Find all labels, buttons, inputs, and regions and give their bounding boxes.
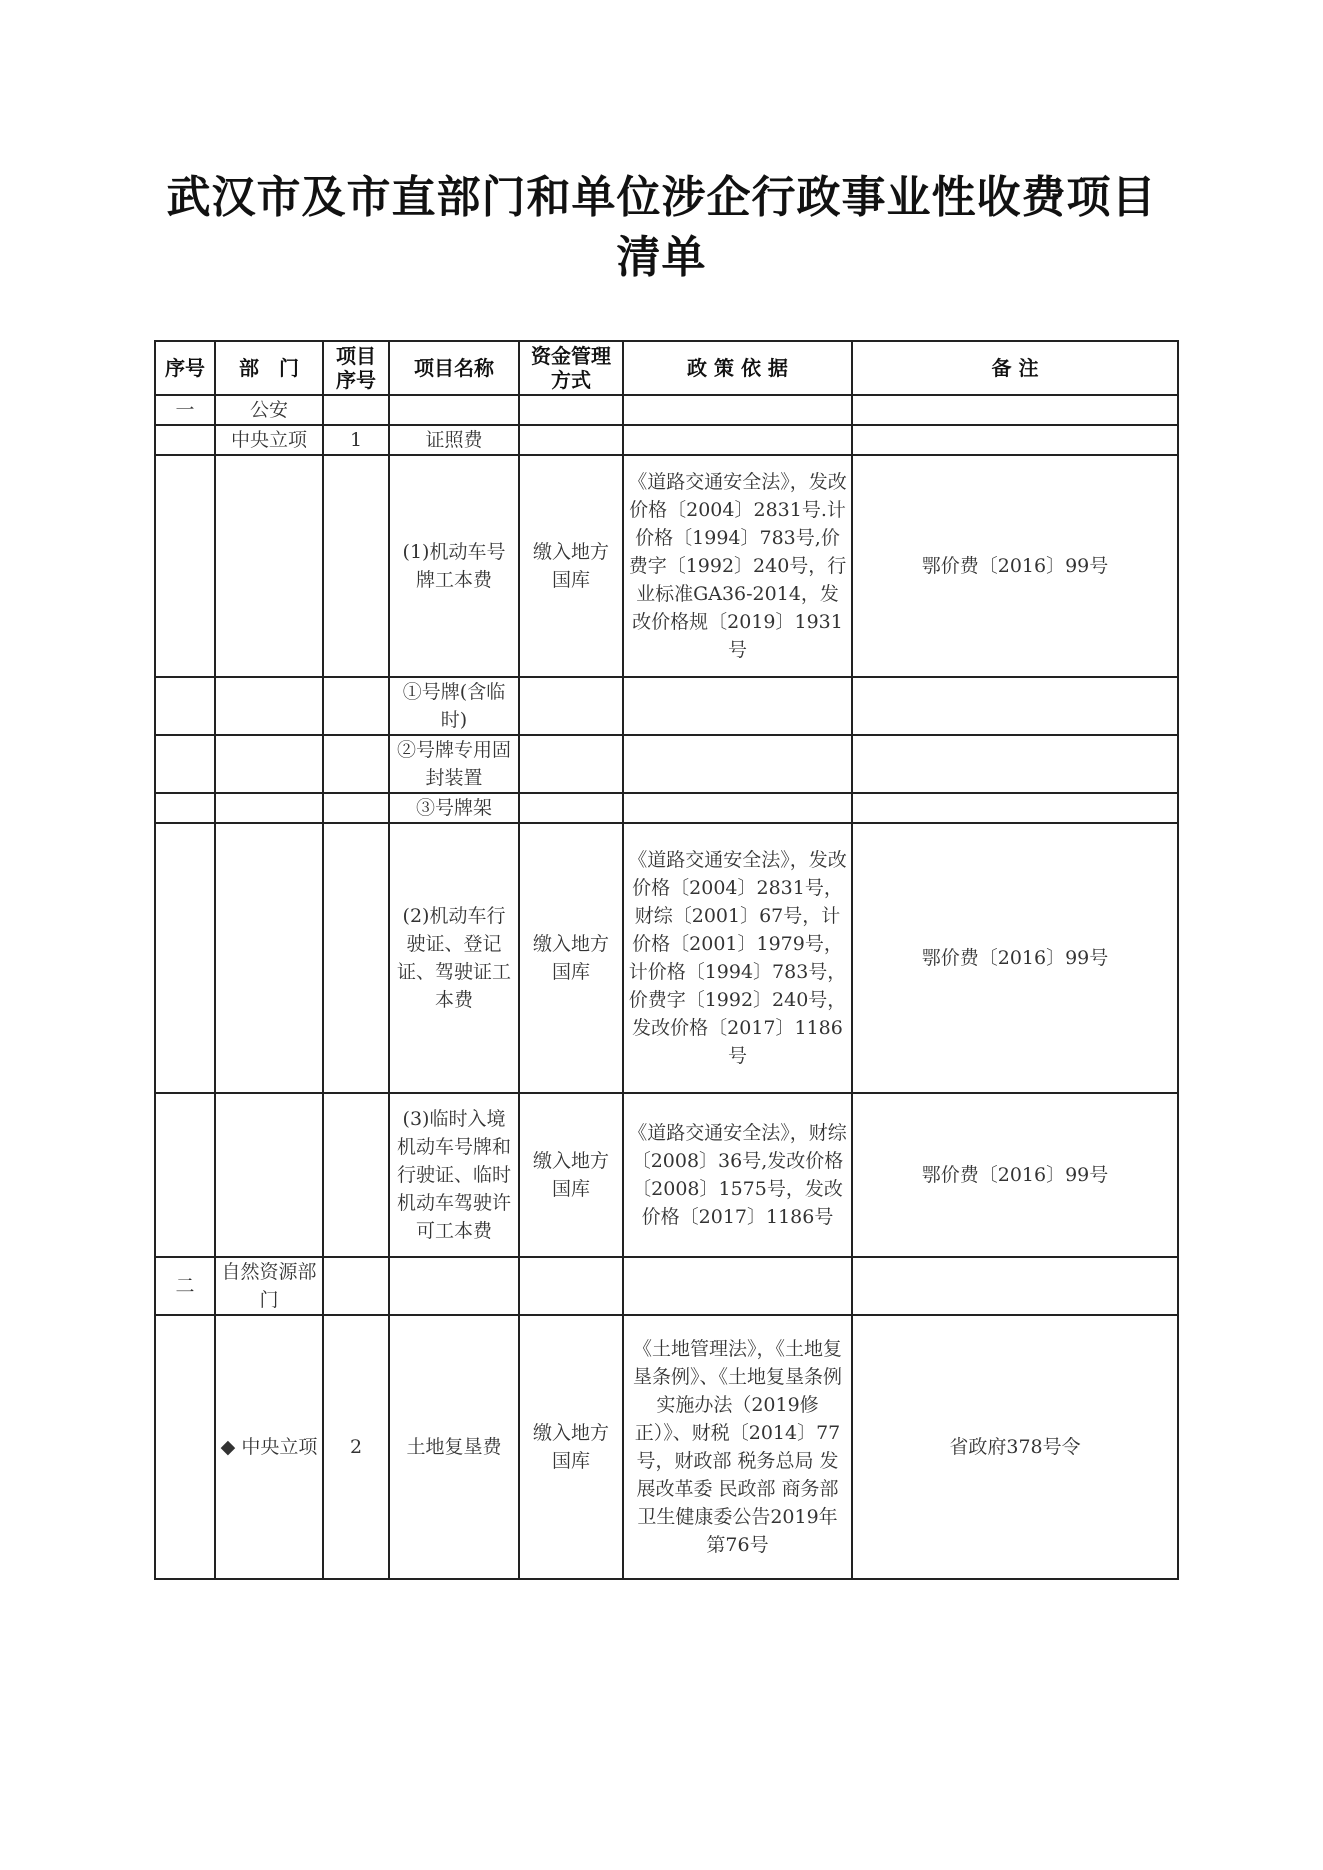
header-seq: 序号: [155, 341, 215, 395]
cell-dept: [215, 793, 323, 823]
cell-remarks: [852, 735, 1178, 793]
header-item-name: 项目名称: [389, 341, 519, 395]
cell-seq: [155, 1315, 215, 1579]
cell-seq: [155, 735, 215, 793]
cell-fund-mgmt: [519, 425, 623, 455]
header-remarks: 备 注: [852, 341, 1178, 395]
cell-seq: [155, 823, 215, 1093]
cell-fund-mgmt: 缴入地方国库: [519, 1093, 623, 1257]
header-item-no: 项目序号: [323, 341, 389, 395]
cell-policy-basis: 《道路交通安全法》，发改价格〔2004〕2831号.计价格〔1994〕783号,价费字〔1992〕240号，行业标准GA36-2014，发改价格规〔2019〕1931号: [623, 455, 852, 677]
cell-item-name: 证照费: [389, 425, 519, 455]
cell-seq: [155, 1093, 215, 1257]
header-dept: 部 门: [215, 341, 323, 395]
cell-remarks: [852, 395, 1178, 425]
cell-policy-basis: [623, 425, 852, 455]
cell-remarks: [852, 793, 1178, 823]
cell-item-name: (2)机动车行驶证、登记证、驾驶证工本费: [389, 823, 519, 1093]
cell-fund-mgmt: [519, 1257, 623, 1315]
cell-item-no: [323, 677, 389, 735]
cell-fund-mgmt: [519, 395, 623, 425]
cell-item-no: [323, 1257, 389, 1315]
cell-policy-basis: [623, 793, 852, 823]
cell-fund-mgmt: [519, 793, 623, 823]
table-row: [155, 425, 1178, 455]
cell-dept: 公安: [215, 395, 323, 425]
header-fund-mgmt: 资金管理方式: [519, 341, 623, 395]
cell-seq: [155, 455, 215, 677]
fee-items-table: [154, 340, 1179, 1580]
table-row: [155, 823, 1178, 1093]
cell-fund-mgmt: [519, 735, 623, 793]
cell-dept: ◆ 中央立项: [215, 1315, 323, 1579]
cell-dept: [215, 735, 323, 793]
table-row: [155, 455, 1178, 677]
cell-item-name: [389, 1257, 519, 1315]
cell-dept: 中央立项: [215, 425, 323, 455]
cell-policy-basis: 《道路交通安全法》，发改价格〔2004〕2831号，财综〔2001〕67号，计价格〔2001〕1979号，计价格〔1994〕783号，价费字〔1992〕240号，发改价格〔2017〕1186号: [623, 823, 852, 1093]
cell-item-name: 土地复垦费: [389, 1315, 519, 1579]
cell-policy-basis: [623, 1257, 852, 1315]
title-line-1: 武汉市及市直部门和单位涉企行政事业性收费项目: [166, 172, 1157, 223]
cell-remarks: 省政府378号令: [852, 1315, 1178, 1579]
cell-policy-basis: [623, 395, 852, 425]
cell-policy-basis: [623, 677, 852, 735]
table-row: [155, 395, 1178, 425]
cell-item-no: [323, 1093, 389, 1257]
cell-policy-basis: [623, 735, 852, 793]
cell-dept: [215, 455, 323, 677]
table-row: [155, 1257, 1178, 1315]
cell-remarks: [852, 425, 1178, 455]
table-row: [155, 1315, 1178, 1579]
cell-fund-mgmt: 缴入地方国库: [519, 1315, 623, 1579]
cell-fund-mgmt: 缴入地方国库: [519, 455, 623, 677]
cell-item-name: ②号牌专用固封装置: [389, 735, 519, 793]
title-line-2: 清单: [616, 232, 707, 283]
cell-dept: [215, 1093, 323, 1257]
cell-item-no: 1: [323, 425, 389, 455]
cell-item-no: [323, 735, 389, 793]
cell-remarks: 鄂价费〔2016〕99号: [852, 1093, 1178, 1257]
cell-remarks: 鄂价费〔2016〕99号: [852, 823, 1178, 1093]
cell-item-name: (3)临时入境机动车号牌和行驶证、临时机动车驾驶许可工本费: [389, 1093, 519, 1257]
cell-policy-basis: 《道路交通安全法》，财综〔2008〕36号,发改价格〔2008〕1575号，发改价格〔2017〕1186号: [623, 1093, 852, 1257]
cell-seq: [155, 793, 215, 823]
table-row: [155, 677, 1178, 735]
cell-dept: 自然资源部门: [215, 1257, 323, 1315]
cell-remarks: 鄂价费〔2016〕99号: [852, 455, 1178, 677]
cell-policy-basis: 《土地管理法》，《土地复垦条例》、《土地复垦条例实施办法（2019修正）》、财税〔2014〕77号，财政部 税务总局 发展改革委 民政部 商务部 卫生健康委公告2019年第76号: [623, 1315, 852, 1579]
page-title: [0, 168, 1323, 288]
cell-item-name: (1)机动车号牌工本费: [389, 455, 519, 677]
cell-item-no: [323, 455, 389, 677]
cell-item-name: ①号牌(含临时): [389, 677, 519, 735]
cell-dept: [215, 823, 323, 1093]
cell-seq: [155, 677, 215, 735]
cell-item-no: [323, 793, 389, 823]
table-row: [155, 793, 1178, 823]
cell-fund-mgmt: 缴入地方国库: [519, 823, 623, 1093]
table-row: [155, 735, 1178, 793]
table-row: [155, 1093, 1178, 1257]
cell-item-name: [389, 395, 519, 425]
table-header-row: [155, 341, 1178, 395]
cell-item-no: [323, 395, 389, 425]
cell-item-no: [323, 823, 389, 1093]
cell-item-name: ③号牌架: [389, 793, 519, 823]
cell-seq: 一: [155, 395, 215, 425]
header-policy-basis: 政 策 依 据: [623, 341, 852, 395]
cell-item-no: 2: [323, 1315, 389, 1579]
cell-dept: [215, 677, 323, 735]
cell-seq: [155, 425, 215, 455]
cell-fund-mgmt: [519, 677, 623, 735]
cell-remarks: [852, 677, 1178, 735]
cell-seq: 二: [155, 1257, 215, 1315]
cell-remarks: [852, 1257, 1178, 1315]
